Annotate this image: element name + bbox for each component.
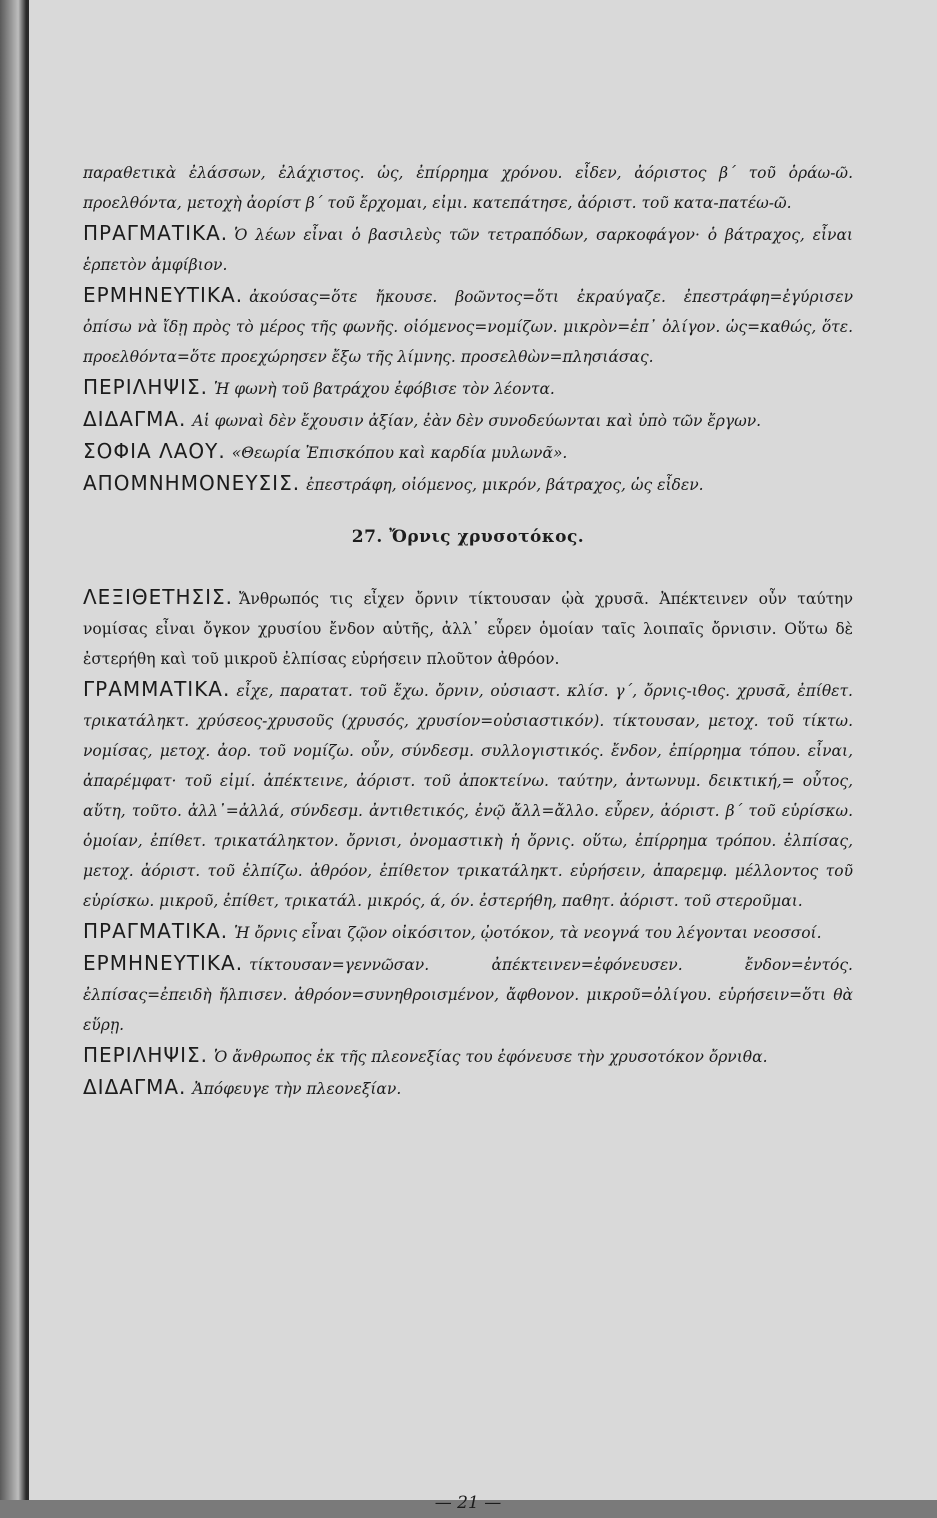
didagma-2-heading: ΔΙΔΑΓΜΑ. (83, 1075, 187, 1099)
didagma-text: Αἱ φωναὶ δὲν ἔχουσιν ἀξίαν, ἐὰν δὲν συνοδεύωνται καὶ ὑπὸ τῶν ἔργων. (192, 412, 762, 430)
book-page (26, 0, 937, 1513)
lexithetisis-paragraph (83, 582, 853, 674)
lexithetisis-text: Ἄνθρωπός τις εἶχεν ὄρνιν τίκτουσαν ᾠὰ χρυσᾶ. Ἀπέκτεινεν οὖν ταύτην νομίσας εἶναι ὄγκον χρυσίου ἔνδον αὐτῆς, ἀλλ᾽ εὗρεν ὁμοίαν ταῖς λοιπαῖς ὄρνισιν. Οὕτω δὲ ἐστερήθη καὶ τοῦ μικροῦ ἐλπίσας εὑρήσειν πλοῦτον ἀθρόον. (83, 590, 853, 668)
didagma-2-paragraph (83, 1072, 853, 1104)
ermineftika-2-paragraph (83, 948, 853, 1040)
pragmatika-2-text: Ἡ ὄρνις εἶναι ζῷον οἰκόσιτον, ᾠοτόκον, τὰ νεογνά του λέγονται νεοσσοί. (234, 924, 822, 942)
perilipsis-heading: ΠΕΡΙΛΗΨΙΣ. (83, 375, 208, 399)
apomnimoneusis-heading: ΑΠΟΜΝΗΜΟΝΕΥΣΙΣ. (83, 471, 301, 495)
perilipsis-2-text: Ὁ ἄνθρωπος ἐκ τῆς πλεονεξίας του ἐφόνευσε τὴν χρυσοτόκον ὄρνιθα. (214, 1048, 768, 1066)
ermineftika-text: ἀκούσας=ὅτε ἤκουσε. βοῶντος=ὅτι ἐκραύγαζε. ἐπεστράφη=ἐγύρισεν ὀπίσω νὰ ἴδῃ πρὸς τὸ μέρος τῆς φωνῆς. οἰόμενος=νομίζων. μικρὸν=ἐπ᾽ ὀλίγον. ὡς=καθώς, ὅτε. προελθόντα=ὅτε προεχώρησεν ἔξω τῆς λίμνης. προσελθὼν=πλησιάσας. (83, 288, 853, 366)
pragmatika-2-paragraph (83, 916, 853, 948)
grammatika-text: εἶχε, παρατατ. τοῦ ἔχω. ὄρνιν, οὐσιαστ. κλίσ. γ΄, ὄρνις-ιθος. χρυσᾶ, ἐπίθετ. τρικατάληκτ. χρύσεος-χρυσοῦς (χρυσός, χρυσίον=οὐσιαστικόν). τίκτουσαν, μετοχ. τοῦ τίκτω. νομίσας, μετοχ. ἀορ. τοῦ νομίζω. οὖν, σύνδεσμ. συλλογιστικός. ἔνδον, ἐπίρρημα τόπου. εἶναι, ἀπαρέμφατ· τοῦ εἰμί. ἀπέκτεινε, ἀόριστ. τοῦ ἀποκτείνω. ταύτην, ἀντωνυμ. δεικτική,= οὗτος, αὕτη, τοῦτο. ἀλλ᾽=ἀλλά, σύνδεσμ. ἀντιθετικός, ἐνῷ ἄλλ=ἄλλο. εὗρεν, ἀόριστ. β΄ τοῦ εὑρίσκω. ὁμοίαν, ἐπίθετ. τρικατάληκτον. ὄρνισι, ὀνομαστικὴ ἡ ὄρνις. οὕτω, ἐπίρρημα τρόπου. ἐλπίσας, μετοχ. ἀόριστ. τοῦ ἐλπίζω. ἀθρόον, ἐπίθετον τρικατάληκτ. εὑρήσειν, ἀπαρεμφ. μέλλοντος τοῦ εὑρίσκω. μικροῦ, ἐπίθετ, τρικατάλ. μικρός, ά, όν. ἐστερήθη, παθητ. ἀόριστ. τοῦ στεροῦμαι. (83, 682, 853, 910)
apomnimoneusis-paragraph (83, 468, 853, 500)
perilipsis-paragraph (83, 372, 853, 404)
didagma-2-text: Ἀπόφευγε τὴν πλεονεξίαν. (192, 1080, 402, 1098)
sofia-text: «Θεωρία Ἐπισκόπου καὶ καρδία μυλωνᾶ». (231, 444, 568, 462)
page-content (83, 158, 853, 1513)
lexithetisis-heading: ΛΕΞΙΘΕΤΗΣΙΣ. (83, 585, 234, 609)
ermineftika-2-text: τίκτουσαν=γεννῶσαν. ἀπέκτεινεν=ἐφόνευσεν. ἔνδον=ἐντός. ἐλπίσας=ἐπειδὴ ἤλπισεν. ἀθρόον=συνηθροισμένον, ἄφθονον. μικροῦ=ὀλίγου. εὑρήσειν=ὅτι θὰ εὕρῃ. (83, 956, 853, 1034)
didagma-paragraph (83, 404, 853, 436)
fable-title: 27. Ὄρνις χρυσοτόκος. (351, 527, 585, 547)
sofia-paragraph (83, 436, 853, 468)
perilipsis-text: Ἡ φωνὴ τοῦ βατράχου ἐφόβισε τὸν λέοντα. (214, 380, 555, 398)
pragmatika-2-heading: ΠΡΑΓΜΑΤΙΚΑ. (83, 919, 229, 943)
sofia-heading: ΣΟΦΙΑ ΛΑΟΥ. (83, 439, 226, 463)
ermineftika-2-heading: ΕΡΜΗΝΕΥΤΙΚΑ. (83, 951, 244, 975)
ermineftika-heading: ΕΡΜΗΝΕΥΤΙΚΑ. (83, 283, 244, 307)
pragmatika-heading: ΠΡΑΓΜΑΤΙΚΑ. (83, 221, 229, 245)
apomnimoneusis-text: ἐπεστράφη, οἰόμενος, μικρόν, βάτραχος, ὡς εἶδεν. (306, 476, 704, 494)
grammatika-heading: ΓΡΑΜΜΑΤΙΚΑ. (83, 677, 231, 701)
grammatika-paragraph (83, 674, 853, 916)
facing-page-edge (0, 0, 26, 1500)
perilipsis-2-paragraph (83, 1040, 853, 1072)
pragmatika-paragraph (83, 218, 853, 280)
grammar-continuation: παραθετικὰ ἐλάσσων, ἐλάχιστος. ὡς, ἐπίρρημα χρόνου. εἶδεν, ἀόριστος β΄ τοῦ ὁράω-ῶ. προελθόντα, μετοχὴ ἀορίστ β΄ τοῦ ἔρχομαι, εἰμι. κατεπάτησε, ἀόριστ. τοῦ κατα-πατέω-ῶ. (83, 164, 853, 212)
pragmatika-text: Ὁ λέων εἶναι ὁ βασιλεὺς τῶν τετραπόδων, σαρκοφάγον· ὁ βάτραχος, εἶναι ἑρπετὸν ἀμφίβιον. (83, 226, 853, 274)
perilipsis-2-heading: ΠΕΡΙΛΗΨΙΣ. (83, 1043, 208, 1067)
page-number: — 21 — (434, 1493, 502, 1513)
didagma-heading: ΔΙΔΑΓΜΑ. (83, 407, 187, 431)
ermineftika-paragraph (83, 280, 853, 372)
